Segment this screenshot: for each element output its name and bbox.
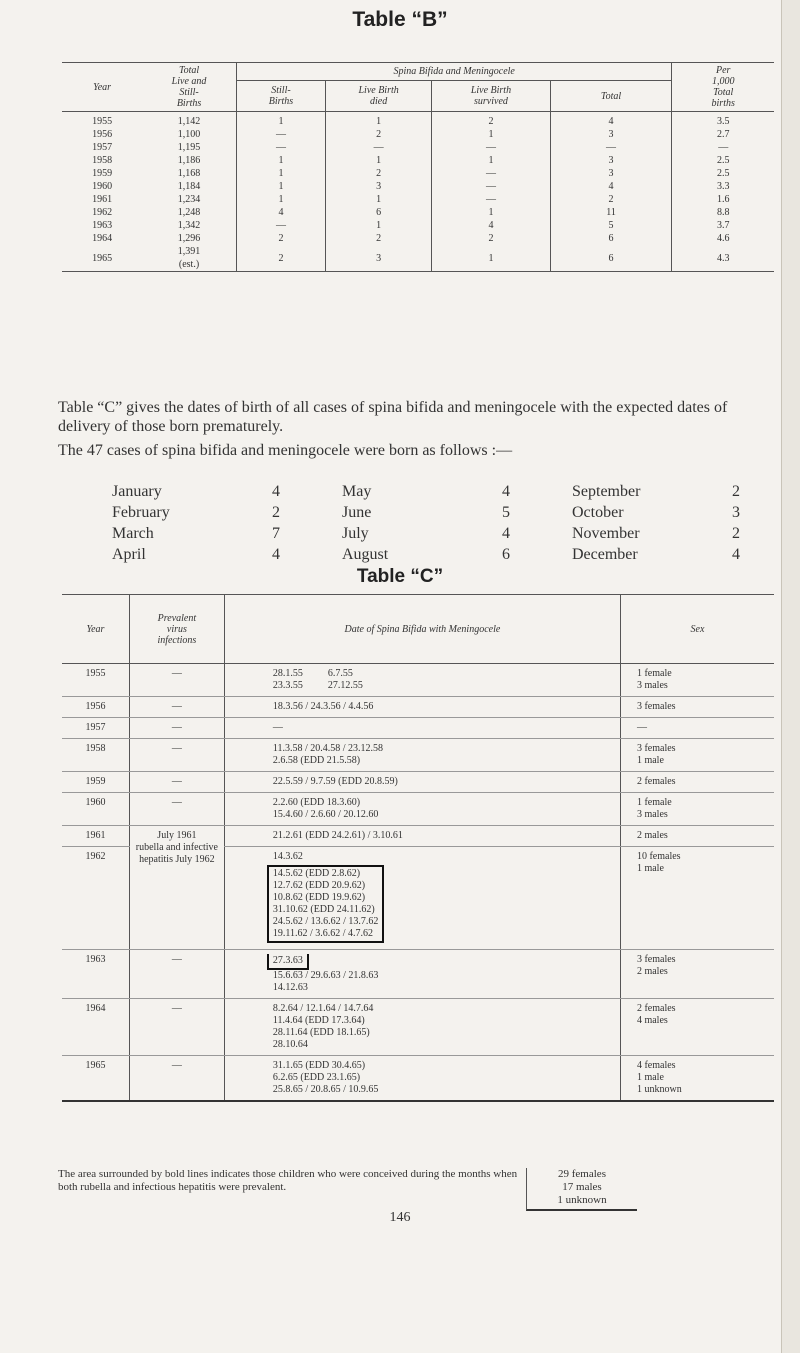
month-name: November (572, 525, 640, 542)
cell-year: 1965 (62, 1056, 129, 1102)
cell-total: 6 (550, 245, 672, 272)
month-entry (112, 544, 342, 565)
page-number: 146 (389, 1210, 411, 1225)
cell-sex: 3 females 1 male (620, 739, 774, 772)
cell-per: 2.7 (672, 128, 774, 141)
cell-total: 11 (550, 206, 672, 219)
month-name: May (342, 483, 372, 500)
bold-box-conception-period: 14.5.62 (EDD 2.8.62) 12.7.62 (EDD 20.9.62) 10.8.62 (EDD 19.9.62) 31.10.62 (EDD 24.11.62) 24.5.62 / 13.6.62 / 13.7.62 19.11.62 / 3.6.62 / 4.7.62 (267, 865, 385, 943)
month-name: January (112, 483, 162, 500)
cell-sex: 2 females 4 males (620, 999, 774, 1056)
cell-survived: — (432, 167, 550, 180)
cell-survived: 2 (432, 232, 550, 245)
col-year: Year (62, 595, 129, 664)
month-name: December (572, 546, 638, 563)
cell-dates: 11.3.58 / 20.4.58 / 23.12.58 2.6.58 (EDD 21.5.58) (224, 739, 620, 772)
month-count: 4 (732, 546, 740, 563)
col-still-births: Still- Births (236, 81, 325, 112)
cell-dates: 18.3.56 / 24.3.56 / 4.4.56 (224, 697, 620, 718)
table-row (62, 739, 774, 772)
cell-sex: 4 females 1 male 1 unknown (620, 1056, 774, 1102)
table-row (62, 1056, 774, 1102)
cell-still: 1 (236, 193, 325, 206)
cell-per: 2.5 (672, 167, 774, 180)
cell-total: 2 (550, 193, 672, 206)
cell-died: 3 (325, 245, 431, 272)
cell-births: 1,342 (177, 220, 201, 231)
table-row (62, 141, 774, 154)
month-name: March (112, 525, 154, 542)
cell-year: 1955 (62, 664, 129, 697)
month-count: 6 (502, 546, 510, 563)
month-entry (112, 523, 342, 544)
cell-still: 1 (236, 112, 325, 129)
cell-year: 1957 (62, 718, 129, 739)
table-c-footnote: The area surrounded by bold lines indicates those children who were conceived during the months when both rubella and infectious hepatitis were prevalent. (58, 1168, 518, 1193)
cell-still: 1 (236, 180, 325, 193)
cell-year: 1961 (62, 826, 129, 847)
cell-still: 1 (236, 167, 325, 180)
cell-sex: — (620, 718, 774, 739)
month-name: October (572, 504, 624, 521)
table-row (62, 128, 774, 141)
month-count: 4 (272, 546, 280, 563)
month-count: 3 (732, 504, 740, 521)
table-row (62, 793, 774, 826)
col-per-1000: Per 1,000 Total births (672, 63, 774, 112)
cell-sex: 3 females 2 males (620, 950, 774, 999)
cell-year: 1963 (62, 950, 129, 999)
cell-births: 1,186 (177, 155, 201, 166)
cell-per: 3.3 (672, 180, 774, 193)
cell-died: 1 (325, 154, 431, 167)
cell-sex: 1 female 3 males (620, 793, 774, 826)
cell-sex: 2 females (620, 772, 774, 793)
cell-virus: — (129, 999, 224, 1056)
cell-survived: — (432, 141, 550, 154)
cell-sex: 3 females (620, 697, 774, 718)
cell-dates: 21.2.61 (EDD 24.2.61) / 3.10.61 (224, 826, 620, 847)
cell-dates: — (224, 718, 620, 739)
cell-survived: 4 (432, 219, 550, 232)
cell-year: 1965 (62, 245, 142, 272)
cell-year: 1957 (92, 142, 113, 153)
cell-still: — (236, 141, 325, 154)
cell-still: 2 (236, 245, 325, 272)
cell-virus: — (129, 718, 224, 739)
cell-survived: 1 (432, 128, 550, 141)
cell-virus: — (129, 772, 224, 793)
table-row (62, 826, 774, 847)
table-row (62, 193, 774, 206)
month-row (112, 523, 800, 544)
cell-dates: 27.3.63 15.6.63 / 29.6.63 / 21.8.63 14.12.63 (224, 950, 620, 999)
cell-survived: — (432, 180, 550, 193)
table-row (62, 180, 774, 193)
col-sex: Sex (620, 595, 774, 664)
table-row (62, 232, 774, 245)
cell-year: 1958 (62, 739, 129, 772)
month-name: August (342, 546, 389, 563)
cell-virus: July 1961 rubella and infective hepatitis July 1962 (129, 826, 224, 950)
table-row (62, 167, 774, 180)
cell-births: 1,142 (177, 116, 201, 127)
month-entry (112, 481, 342, 502)
cell-virus: — (129, 1056, 224, 1102)
cell-dates: 22.5.59 / 9.7.59 (EDD 20.8.59) (224, 772, 620, 793)
cell-births: 1,184 (177, 181, 201, 192)
month-name: September (572, 483, 641, 500)
table-row (62, 999, 774, 1056)
month-entry (342, 523, 572, 544)
cell-births: 1,296 (177, 233, 201, 244)
paragraph-cases-by-month: The 47 cases of spina bifida and meningocele were born as follows :— (58, 442, 513, 459)
cell-still: 2 (236, 232, 325, 245)
cell-dates: 8.2.64 / 12.1.64 / 14.7.64 11.4.64 (EDD 17.3.64) 28.11.64 (EDD 18.1.65) 28.10.64 (224, 999, 620, 1056)
table-b-title: Table “B” (352, 8, 448, 31)
cell-virus: — (129, 950, 224, 999)
col-group-spina-bifida: Spina Bifida and Meningocele (236, 63, 671, 81)
col-virus: Prevalent virus infections (129, 595, 224, 664)
col-date: Date of Spina Bifida with Meningocele (224, 595, 620, 664)
cell-births: 1,195 (177, 142, 201, 153)
month-name: June (342, 504, 372, 521)
paragraph-table-c-intro: Table “C” gives the dates of birth of all cases of spina bifida and meningocele with the expected dates of delivery of those born prematurely. (58, 399, 728, 435)
cell-year: 1956 (92, 129, 113, 140)
cell-year: 1960 (62, 793, 129, 826)
cell-births: 1,248 (177, 207, 201, 218)
month-row (112, 544, 800, 565)
cell-per: 2.5 (672, 154, 774, 167)
month-count: 2 (272, 504, 280, 521)
cell-year: 1962 (92, 207, 113, 218)
cell-survived: 1 (432, 245, 550, 272)
cell-sex: 2 males (620, 826, 774, 847)
month-count: 2 (732, 525, 740, 542)
table-b (62, 62, 774, 272)
cell-per: 8.8 (672, 206, 774, 219)
cell-per: 4.3 (672, 245, 774, 272)
cell-total: 6 (550, 232, 672, 245)
cell-died: 1 (325, 193, 431, 206)
cell-died: 2 (325, 167, 431, 180)
cell-died: 1 (325, 112, 431, 129)
total-females: 29 females (558, 1168, 606, 1180)
cell-total: 4 (550, 180, 672, 193)
month-entry (572, 481, 800, 502)
table-row (62, 154, 774, 167)
month-entry (572, 523, 800, 544)
cell-died: 2 (325, 128, 431, 141)
cell-still: — (236, 219, 325, 232)
cell-year: 1955 (92, 116, 113, 127)
cell-still: 1 (236, 154, 325, 167)
cell-total: 4 (550, 112, 672, 129)
cell-year: 1960 (92, 181, 113, 192)
table-row (62, 664, 774, 697)
month-entry (572, 544, 800, 565)
cell-per: 3.7 (672, 219, 774, 232)
adjacent-page-edge (781, 0, 800, 1353)
cell-year: 1964 (62, 999, 129, 1056)
cell-year: 1956 (62, 697, 129, 718)
cell-died: 6 (325, 206, 431, 219)
month-entry (112, 502, 342, 523)
month-list (112, 481, 800, 565)
month-count: 4 (272, 483, 280, 500)
month-count: 4 (502, 525, 510, 542)
month-entry (342, 481, 572, 502)
month-row (112, 481, 800, 502)
cell-births: 1,100 (177, 129, 201, 140)
table-row (62, 718, 774, 739)
col-total: Total (550, 81, 672, 112)
cell-virus: — (129, 664, 224, 697)
cell-year: 1963 (92, 220, 113, 231)
cell-died: 2 (325, 232, 431, 245)
table-row (62, 112, 774, 129)
cell-virus: — (129, 793, 224, 826)
cell-dates: 2.2.60 (EDD 18.3.60) 15.4.60 / 2.6.60 / 20.12.60 (224, 793, 620, 826)
cell-died: — (325, 141, 431, 154)
table-row (62, 772, 774, 793)
month-name: February (112, 504, 170, 521)
col-live-survived: Live Birth survived (432, 81, 550, 112)
table-c-title: Table “C” (356, 566, 444, 587)
col-total-births: Total Live and Still- Births (142, 63, 236, 112)
cell-still: 4 (236, 206, 325, 219)
cell-survived: 1 (432, 206, 550, 219)
cell-dates: 14.3.62 14.5.62 (EDD 2.8.62) 12.7.62 (EDD 20.9.62) 10.8.62 (EDD 19.9.62) 31.10.62 (EDD 24.11.62) 24.5.62 / 13.6.62 / 13.7.62 19.11.62 / 3.6.62 / 4.7.62 (224, 847, 620, 950)
table-row (62, 245, 774, 272)
table-row (62, 219, 774, 232)
table-row (62, 950, 774, 999)
total-unknown: 1 unknown (557, 1194, 607, 1206)
cell-total: 3 (550, 128, 672, 141)
cell-year: 1958 (92, 155, 113, 166)
cell-total: — (550, 141, 672, 154)
month-count: 7 (272, 525, 280, 542)
col-year: Year (62, 63, 142, 112)
cell-sex: 10 females 1 male (620, 847, 774, 950)
cell-year: 1962 (62, 847, 129, 950)
table-row (62, 206, 774, 219)
cell-survived: 1 (432, 154, 550, 167)
month-entry (342, 544, 572, 565)
cell-total: 3 (550, 167, 672, 180)
month-count: 2 (732, 483, 740, 500)
sex-totals (526, 1168, 637, 1211)
col-live-died: Live Birth died (325, 81, 431, 112)
cell-per: 3.5 (672, 112, 774, 129)
cell-sex: 1 female 3 males (620, 664, 774, 697)
cell-births: 1,234 (177, 194, 201, 205)
cell-year: 1961 (92, 194, 113, 205)
table-c (62, 594, 774, 1102)
month-count: 4 (502, 483, 510, 500)
cell-per: 1.6 (672, 193, 774, 206)
table-row (62, 697, 774, 718)
cell-virus: — (129, 697, 224, 718)
cell-births: 1,391 (est.) (142, 245, 236, 272)
cell-virus: — (129, 739, 224, 772)
cell-dates: 28.1.55 6.7.55 23.3.55 27.12.55 (224, 664, 620, 697)
cell-died: 3 (325, 180, 431, 193)
cell-total: 5 (550, 219, 672, 232)
cell-dates: 31.1.65 (EDD 30.4.65) 6.2.65 (EDD 23.1.65) 25.8.65 / 20.8.65 / 10.9.65 (224, 1056, 620, 1102)
month-name: April (112, 546, 146, 563)
cell-births: 1,168 (177, 168, 201, 179)
cell-per: — (672, 141, 774, 154)
month-count: 5 (502, 504, 510, 521)
total-males: 17 males (562, 1181, 602, 1193)
cell-total: 3 (550, 154, 672, 167)
cell-died: 1 (325, 219, 431, 232)
cell-survived: 2 (432, 112, 550, 129)
cell-year: 1959 (92, 168, 113, 179)
cell-survived: — (432, 193, 550, 206)
cell-year: 1964 (92, 233, 113, 244)
cell-year: 1959 (62, 772, 129, 793)
bold-box-conception-period: 27.3.63 (267, 954, 309, 970)
cell-still: — (236, 128, 325, 141)
month-entry (342, 502, 572, 523)
month-row (112, 502, 800, 523)
month-entry (572, 502, 800, 523)
month-name: July (342, 525, 369, 542)
cell-per: 4.6 (672, 232, 774, 245)
